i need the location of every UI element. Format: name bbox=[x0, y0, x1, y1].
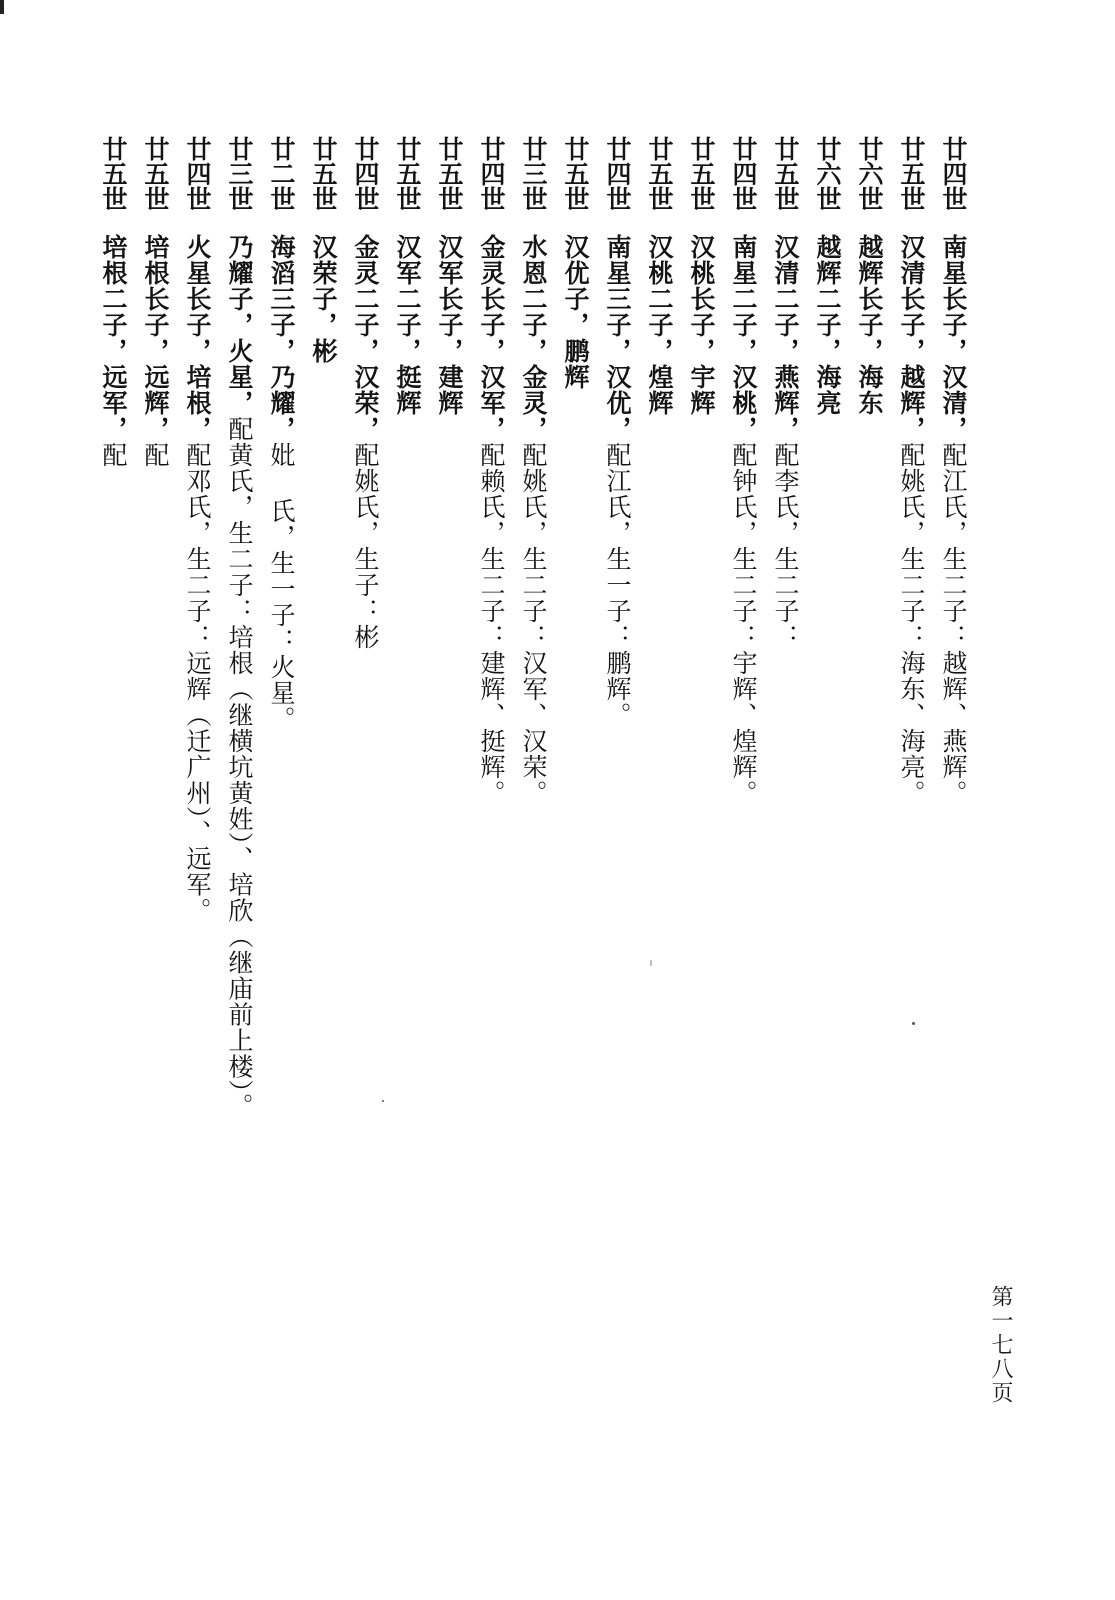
genealogy-entry bbox=[470, 136, 512, 806]
entry-text bbox=[512, 234, 554, 806]
entry-text bbox=[428, 234, 470, 416]
generation-label: 廿六世 bbox=[813, 136, 842, 211]
entry-head: 汉清长子，越辉， bbox=[897, 234, 926, 442]
genealogy-entry bbox=[848, 136, 890, 416]
entry-head: 汉军二子，挺辉 bbox=[393, 234, 422, 416]
generation-label: 廿五世 bbox=[897, 136, 926, 211]
entry-head: 水恩二子，金灵， bbox=[519, 234, 548, 442]
genealogy-entry bbox=[512, 136, 554, 806]
entry-text bbox=[806, 234, 848, 416]
entry-head: 火星长子，培根， bbox=[183, 234, 212, 442]
genealogy-entry bbox=[764, 136, 806, 650]
scan-speck bbox=[382, 1100, 384, 1102]
entry-text bbox=[848, 234, 890, 416]
entry-head: 越辉二子，海亮 bbox=[813, 234, 842, 416]
generation-label: 廿五世 bbox=[141, 136, 170, 211]
genealogy-entry bbox=[302, 136, 344, 364]
scan-speck bbox=[912, 1022, 915, 1025]
entry-head: 越辉长子，海东 bbox=[855, 234, 884, 416]
entry-text bbox=[932, 234, 974, 806]
generation-label: 廿五世 bbox=[309, 136, 338, 211]
entry-head: 汉桃长子，宇辉 bbox=[687, 234, 716, 416]
generation-label: 廿五世 bbox=[393, 136, 422, 211]
generation-label: 廿五世 bbox=[771, 136, 800, 211]
entry-text bbox=[722, 234, 764, 806]
genealogy-entry bbox=[218, 136, 260, 1119]
entry-tail: 配江氏，生二子：越辉、燕辉。 bbox=[939, 442, 968, 806]
entry-tail: 配姚氏，生子：彬 bbox=[351, 442, 380, 650]
generation-label: 廿四世 bbox=[477, 136, 506, 211]
genealogy-entry bbox=[806, 136, 848, 416]
entry-head: 汉荣子，彬 bbox=[309, 234, 338, 364]
genealogy-entry bbox=[386, 136, 428, 416]
entry-tail: 配江氏，生一子：鹏辉。 bbox=[603, 442, 632, 728]
entry-head: 汉优子，鹏辉 bbox=[561, 234, 590, 390]
entry-head: 乃耀子，火星， bbox=[225, 234, 254, 416]
page-number: 第一七八页 bbox=[988, 1285, 1013, 1405]
entry-head: 南星二子，汉桃， bbox=[729, 234, 758, 442]
entry-text bbox=[386, 234, 428, 416]
generation-label: 廿五世 bbox=[561, 136, 590, 211]
entry-tail: 配邓氏，生二子：远辉（迁广州）、远军。 bbox=[183, 442, 212, 924]
entry-tail: 妣 氏，生一子：火星。 bbox=[267, 442, 296, 732]
entry-text bbox=[176, 234, 218, 924]
entry-text bbox=[596, 234, 638, 728]
generation-label: 廿四世 bbox=[183, 136, 212, 211]
genealogy-entry bbox=[344, 136, 386, 650]
genealogy-entry bbox=[722, 136, 764, 806]
entry-tail: 配姚氏，生二子：汉军、汉荣。 bbox=[519, 442, 548, 806]
entry-text bbox=[470, 234, 512, 806]
entry-head: 培根长子，远辉， bbox=[141, 234, 170, 442]
scan-edge-mark bbox=[0, 0, 4, 14]
genealogy-entry bbox=[260, 136, 302, 732]
entry-text bbox=[638, 234, 680, 416]
entry-text bbox=[92, 234, 134, 468]
entry-text bbox=[134, 234, 176, 468]
genealogy-entry bbox=[638, 136, 680, 416]
genealogy-entry bbox=[932, 136, 974, 806]
genealogy-entry bbox=[596, 136, 638, 728]
genealogy-entry bbox=[176, 136, 218, 924]
entry-head: 海滔三子，乃耀， bbox=[267, 234, 296, 442]
entry-tail: 配黄氏，生二子：培根（继横坑黄姓）、培欣（继庙前上楼）。 bbox=[225, 416, 254, 1119]
entry-tail: 配李氏，生二子： bbox=[771, 442, 800, 650]
entry-head: 南星长子，汉清， bbox=[939, 234, 968, 442]
scan-speck bbox=[650, 960, 652, 966]
entry-text bbox=[890, 234, 932, 806]
entry-tail: 配 bbox=[99, 442, 128, 468]
entry-tail: 配 bbox=[141, 442, 170, 468]
entry-head: 南星三子，汉优， bbox=[603, 234, 632, 442]
generation-label: 廿四世 bbox=[603, 136, 632, 211]
generation-label: 廿五世 bbox=[645, 136, 674, 211]
genealogy-entry bbox=[428, 136, 470, 416]
generation-label: 廿四世 bbox=[939, 136, 968, 211]
generation-label: 廿五世 bbox=[435, 136, 464, 211]
generation-label: 廿四世 bbox=[729, 136, 758, 211]
entry-head: 金灵二子，汉荣， bbox=[351, 234, 380, 442]
entry-head: 汉军长子，建辉 bbox=[435, 234, 464, 416]
entry-head: 汉桃二子，煌辉 bbox=[645, 234, 674, 416]
genealogy-entry bbox=[554, 136, 596, 390]
entry-text bbox=[554, 234, 596, 390]
entry-text bbox=[680, 234, 722, 416]
entry-tail: 配赖氏，生二子：建辉、挺辉。 bbox=[477, 442, 506, 806]
generation-label: 廿六世 bbox=[855, 136, 884, 211]
generation-label: 廿五世 bbox=[99, 136, 128, 211]
entry-head: 培根二子，远军， bbox=[99, 234, 128, 442]
genealogy-entry bbox=[92, 136, 134, 468]
generation-label: 廿三世 bbox=[519, 136, 548, 211]
genealogy-entry bbox=[890, 136, 932, 806]
genealogy-entry bbox=[680, 136, 722, 416]
generation-label: 廿三世 bbox=[225, 136, 254, 211]
entry-tail: 配钟氏，生二子：宇辉、煌辉。 bbox=[729, 442, 758, 806]
generation-label: 廿二世 bbox=[267, 136, 296, 211]
entry-text bbox=[302, 234, 344, 364]
genealogy-entry bbox=[134, 136, 176, 468]
entry-head: 金灵长子，汉军， bbox=[477, 234, 506, 442]
entry-text bbox=[764, 234, 806, 650]
genealogy-entries bbox=[94, 136, 974, 1136]
entry-text bbox=[344, 234, 386, 650]
entry-tail: 配姚氏，生二子：海东、海亮。 bbox=[897, 442, 926, 806]
entry-head: 汉清二子，燕辉， bbox=[771, 234, 800, 442]
entry-text bbox=[218, 234, 260, 1119]
generation-label: 廿四世 bbox=[351, 136, 380, 211]
generation-label: 廿五世 bbox=[687, 136, 716, 211]
entry-text bbox=[260, 234, 302, 732]
